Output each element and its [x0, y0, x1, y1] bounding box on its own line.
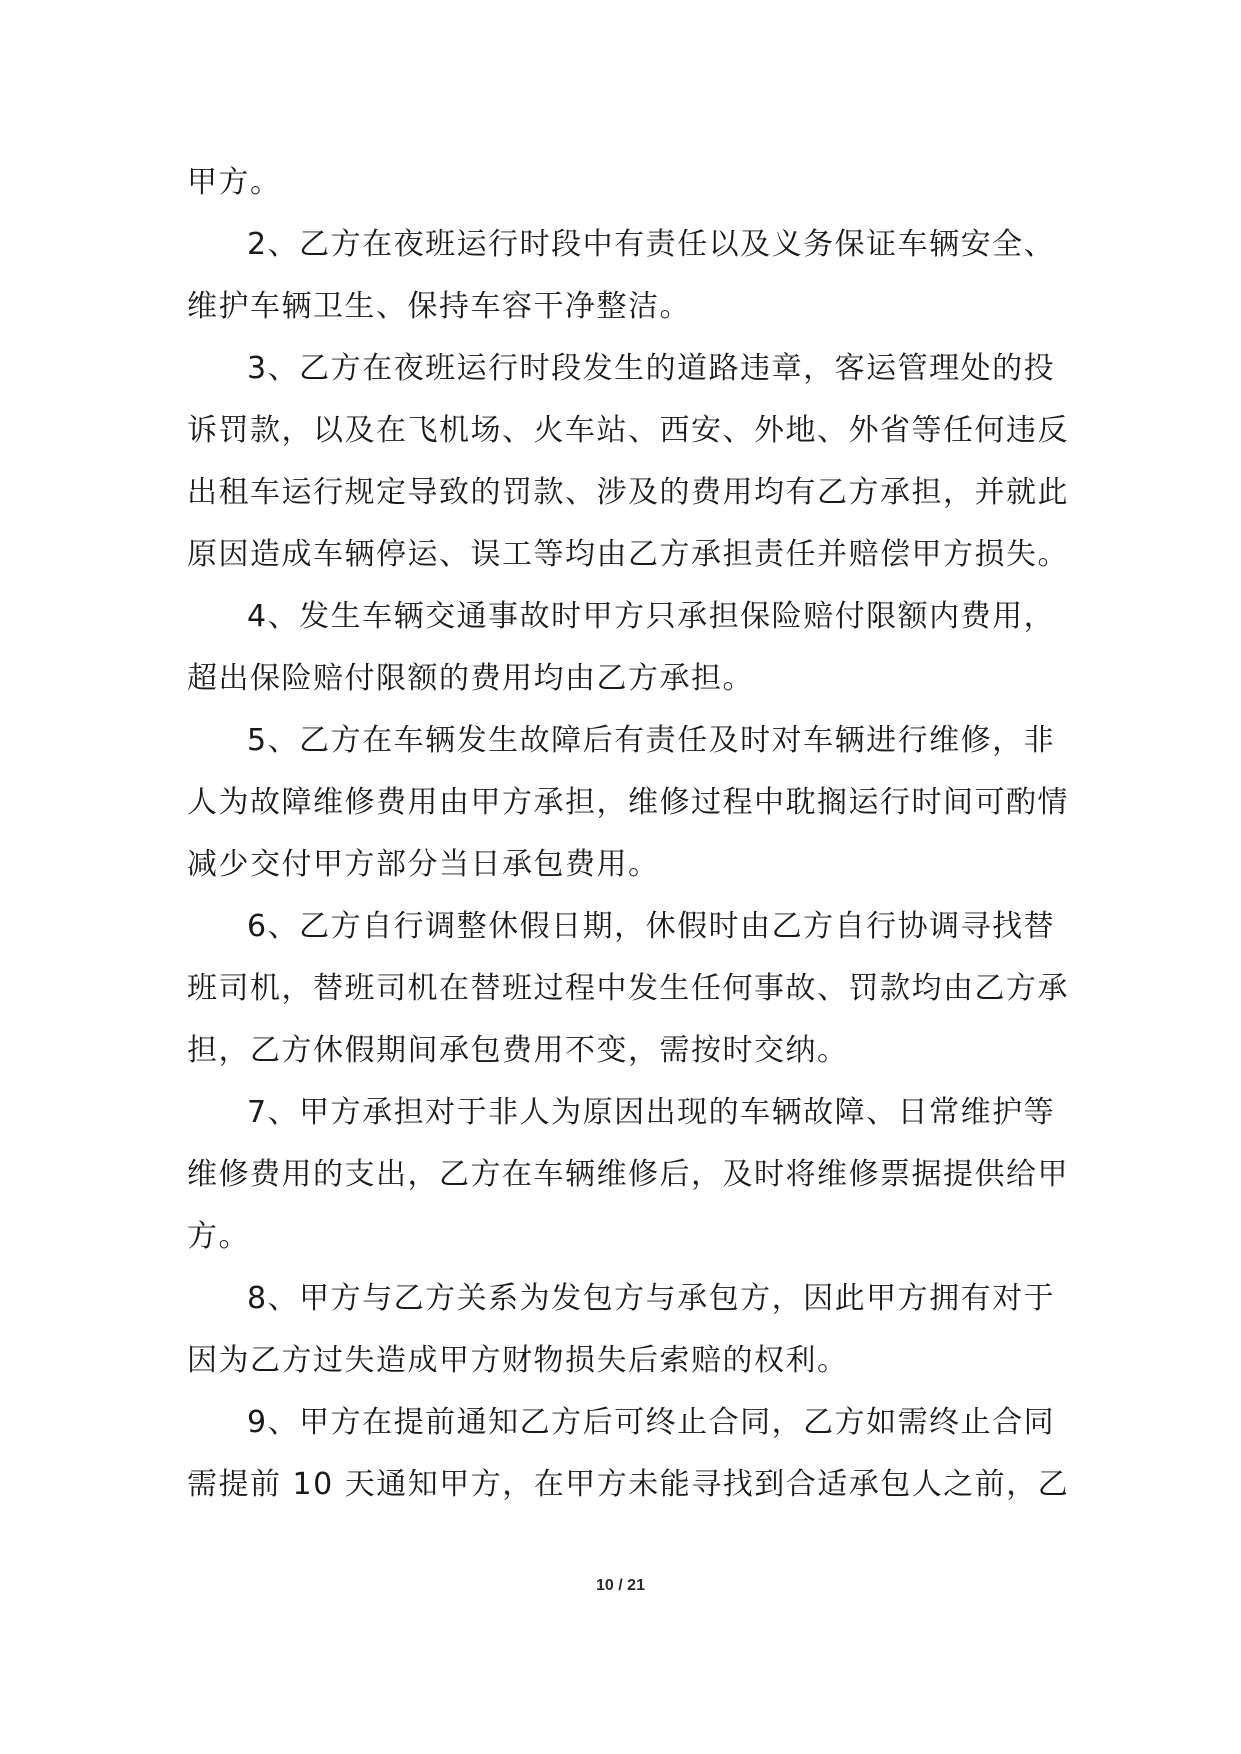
clause-3-line-4: 原因造成车辆停运、误工等均由乙方承担责任并赔偿甲方损失。: [187, 537, 1069, 572]
clause-6-line-2: 班司机，替班司机在替班过程中发生任何事故、罚款均由乙方承: [187, 971, 1069, 1006]
clause-2-line-2: 维护车辆卫生、保持车容干净整洁。: [187, 289, 691, 324]
clause-5-line-1: 5、乙方在车辆发生故障后有责任及时对车辆进行维修，非: [247, 723, 1056, 758]
clause-8-line-1: 8、甲方与乙方关系为发包方与承包方，因此甲方拥有对于: [247, 1281, 1056, 1316]
clause-2-line-1: 2、乙方在夜班运行时段中有责任以及义务保证车辆安全、: [247, 227, 1056, 262]
clause-5-line-3: 减少交付甲方部分当日承包费用。: [187, 847, 660, 882]
clause-3-line-2: 诉罚款，以及在飞机场、火车站、西安、外地、外省等任何违反: [187, 413, 1069, 448]
clause-3-line-1: 3、乙方在夜班运行时段发生的道路违章，客运管理处的投: [247, 351, 1056, 386]
clause-9-line-2: 需提前 10 天通知甲方，在甲方未能寻找到合适承包人之前，乙: [187, 1467, 1070, 1502]
clause-7-line-2: 维修费用的支出，乙方在车辆维修后，及时将维修票据提供给甲: [187, 1157, 1069, 1192]
clause-7-line-3: 方。: [187, 1219, 250, 1254]
clause-5-line-2: 人为故障维修费用由甲方承担，维修过程中耽搁运行时间可酌情: [187, 785, 1069, 820]
body-text: [187, 152, 1070, 1516]
clause-3-line-3: 出租车运行规定导致的罚款、涉及的费用均有乙方承担，并就此: [187, 475, 1069, 510]
clause-9-line-1: 9、甲方在提前通知乙方后可终止合同，乙方如需终止合同: [247, 1405, 1056, 1440]
clause-4-line-2: 超出保险赔付限额的费用均由乙方承担。: [187, 661, 754, 696]
clause-4-line-1: 4、发生车辆交通事故时甲方只承担保险赔付限额内费用，: [247, 599, 1056, 634]
clause-6-line-1: 6、乙方自行调整休假日期，休假时由乙方自行协调寻找替: [247, 909, 1056, 944]
clause-7-line-1: 7、甲方承担对于非人为原因出现的车辆故障、日常维护等: [247, 1095, 1056, 1130]
clause-8-line-2: 因为乙方过失造成甲方财物损失后索赔的权利。: [187, 1343, 849, 1378]
text-line: 甲方。: [187, 165, 282, 200]
page-number: 10 / 21: [596, 1577, 645, 1594]
clause-6-line-3: 担，乙方休假期间承包费用不变，需按时交纳。: [187, 1033, 849, 1068]
